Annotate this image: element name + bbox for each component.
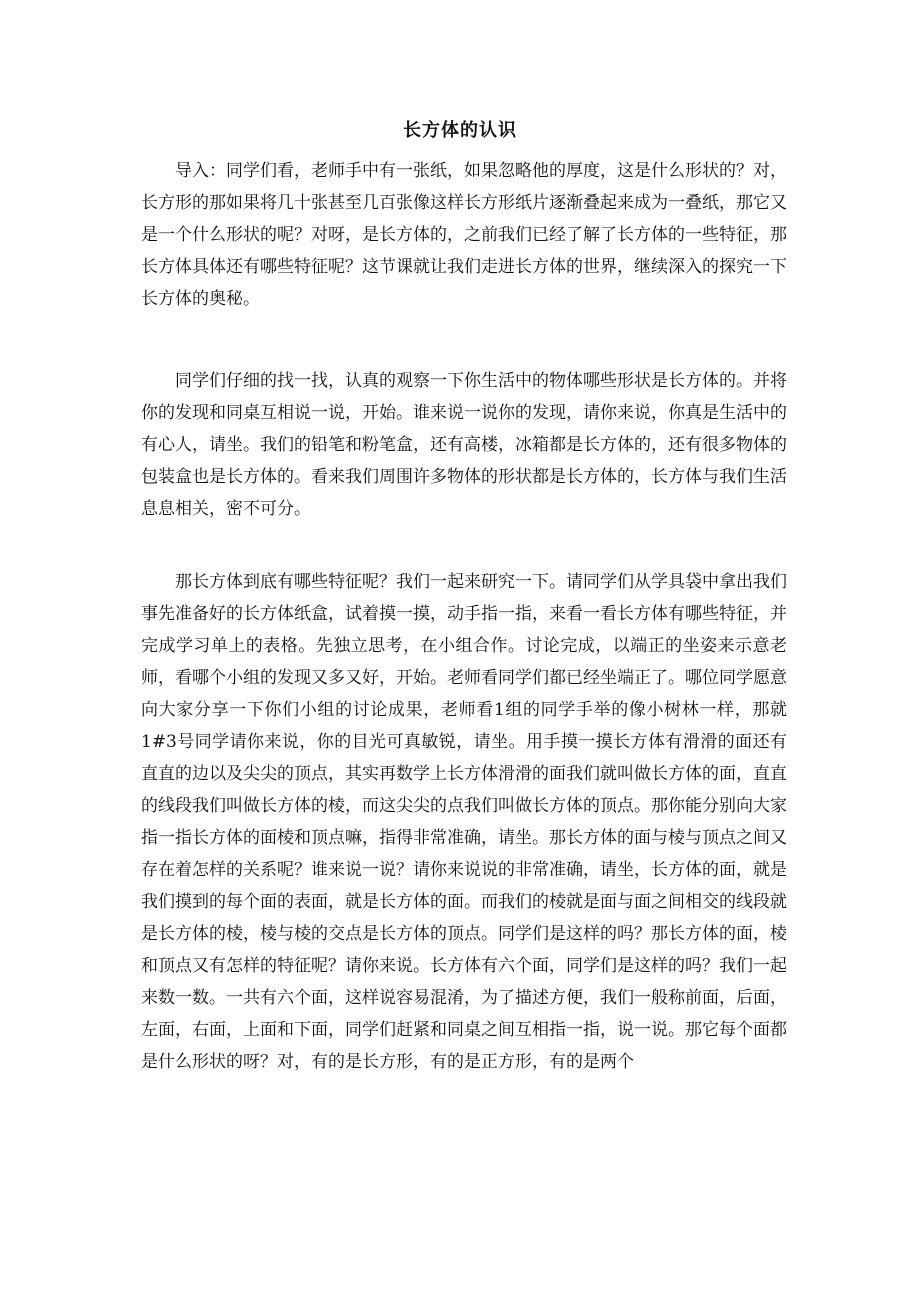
paragraph-observation: 同学们仔细的找一找，认真的观察一下你生活中的物体哪些形状是长方体的。并将你的发现和同桌互相说一说，开始。谁来说一说你的发现，请你来说，你真是生活中的有心人，请坐。我们的铅笔和粉笔盒，还有高楼，冰箱都是长方体的，还有很多物体的包装盒也是长方体的。看来我们周围许多物体的形状都是长方体的，长方体与我们生活息息相关，密不可分。 [141, 371, 787, 519]
paragraph-features: 那长方体到底有哪些特征呢？我们一起来研究一下。请同学们从学具袋中拿出我们事先准备好的长方体纸盒，试着摸一摸，动手指一指，来看一看长方体有哪些特征，并完成学习单上的表格。先独立思考，在小组合作。讨论完成，以端正的坐姿来示意老师，看哪个小组的发现又多又好，开始。老师看同学们都已经坐端正了。哪位同学愿意向大家分享一下你们小组的讨论成果，老师看1组的同学手举的像小树林一样，那就1#3号同学请你来说，你的目光可真敏锐，请坐。用手摸一摸长方体有滑滑的面还有直直的边以及尖尖的顶点，其实再数学上长方体滑滑的面我们就叫做长方体的面，直直的线段我们叫做长方体的棱，而这尖尖的点我们叫做长方体的顶点。那你能分别向大家指一指长方体的面棱和顶点嘛，指得非常准确，请坐。那长方体的面与棱与顶点之间又存在着怎样的关系呢？谁来说一说？请你来说说的非常准确，请坐，长方体的面，就是我们摸到的每个面的表面，就是长方体的面。而我们的棱就是面与面之间相交的线段就是长方体的棱，棱与棱的交点是长方体的顶点。同学们是这样的吗？那长方体的面，棱和顶点又有怎样的特征呢？请你来说。长方体有六个面，同学们是这样的吗？我们一起来数一数。一共有六个面，这样说容易混淆，为了描述方便，我们一般称前面，后面，左面，右面，上面和下面，同学们赶紧和同桌之间互相指一指，说一说。那它每个面都是什么形状的呀？对，有的是长方形，有的是正方形，有的是两个 [141, 572, 787, 1072]
document-title: 长方体的认识 [403, 120, 517, 141]
paragraph-intro: 导入：同学们看，老师手中有一张纸，如果忽略他的厚度，这是什么形状的？对，长方形的那如果将几十张甚至几百张像这样长方形纸片逐渐叠起来成为一叠纸，那它又是一个什么形状的呢？对呀，是长方体的，之前我们已经了解了长方体的一些特征，那长方体具体还有哪些特征呢？这节课就让我们走进长方体的世界，继续深入的探究一下长方体的奥秘。 [141, 161, 787, 309]
